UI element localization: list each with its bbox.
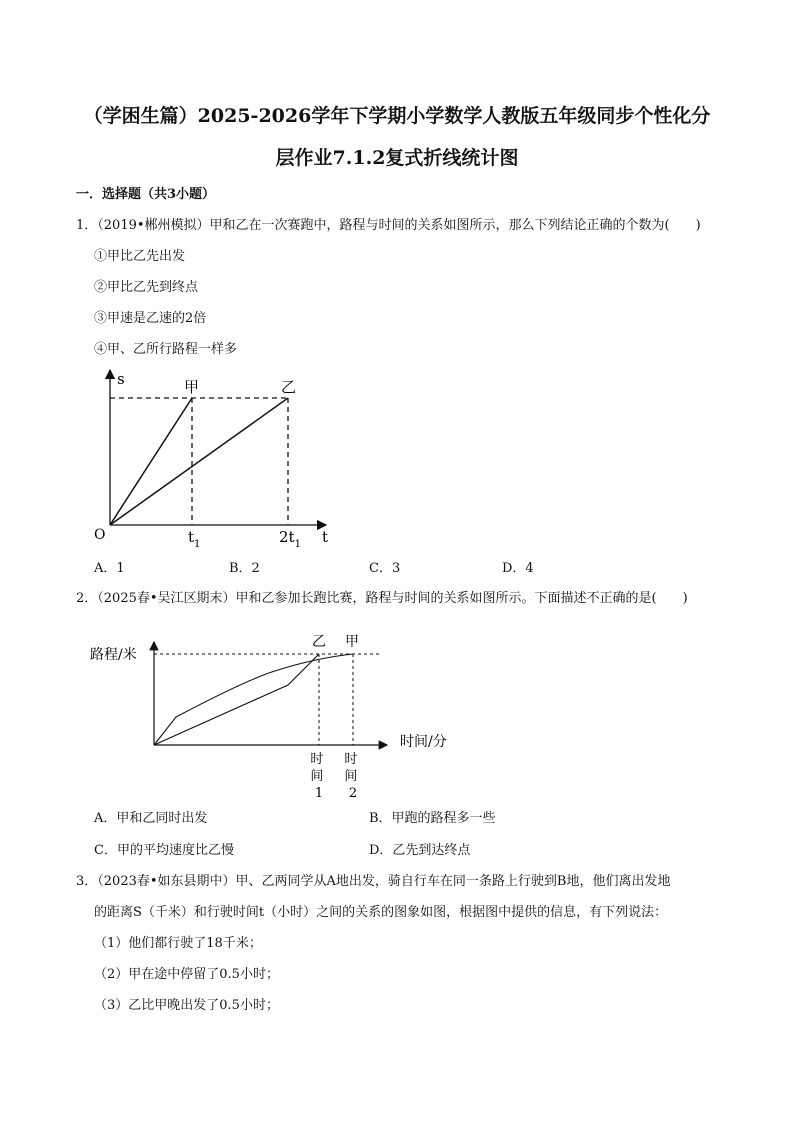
q1-tick-2t1: $2t_1$ [279, 528, 301, 550]
q3-stem-line-1: 3．（2023春•如东县期中）甲、乙两同学从A地出发，骑自行车在同一条路上行驶到B地，他们离出发地 [76, 874, 671, 889]
q1-statement-3: ③甲速是乙速的2倍 [94, 311, 207, 326]
q2-tick-time1: 时 间 1 [310, 752, 324, 801]
q3-stem-line-2: 的距离S（千米）和行驶时间t（小时）之间的关系的图象如图，根据图中提供的信息，有下列说法： [94, 905, 668, 920]
q1-tick-t1: $t_1$ [188, 528, 201, 550]
q3-item-2: （2）甲在途中停留了0.5小时； [94, 967, 279, 982]
q1-line-jia [110, 398, 192, 525]
q2-label-yi: 乙 [312, 634, 326, 650]
q3-item-1: （1）他们都行驶了18千米； [94, 936, 262, 951]
q1-y-label: s [117, 370, 125, 388]
q1-figure [90, 360, 350, 560]
q2-figure [90, 620, 470, 805]
q1-option-b[interactable]: B．2 [229, 561, 260, 576]
q2-label-jia: 甲 [345, 634, 359, 650]
section-heading: 一．选择题（共3小题） [76, 187, 216, 202]
q2-stem: 2．（2025春•吴江区期末）甲和乙参加长跑比赛，路程与时间的关系如图所示。下面描述不正确的是( ) [76, 591, 688, 606]
q1-option-a[interactable]: A．1 [94, 561, 125, 576]
q2-y-label: 路程/米 [90, 647, 137, 663]
q3-item-3: （3）乙比甲晚出发了0.5小时； [94, 998, 279, 1013]
q1-label-yi: 乙 [281, 378, 297, 396]
q2-option-a[interactable]: A．甲和乙同时出发 [94, 811, 208, 826]
q2-option-b[interactable]: B．甲跑的路程多一些 [369, 811, 496, 826]
q2-curve-yi [154, 654, 319, 745]
page-title-line-1: （学困生篇）2025-2026学年下学期小学数学人教版五年级同步个性化分 [83, 105, 711, 127]
q1-statement-1: ①甲比乙先出发 [94, 249, 186, 264]
q2-option-d[interactable]: D．乙先到达终点 [369, 843, 471, 858]
q1-x-label: t [322, 528, 329, 546]
page-title-line-2: 层作业7.1.2复式折线统计图 [275, 147, 519, 169]
q1-label-jia: 甲 [184, 378, 200, 396]
q1-option-d[interactable]: D．4 [502, 561, 534, 576]
q2-option-c[interactable]: C．甲的平均速度比乙慢 [94, 843, 234, 858]
q2-x-label: 时间/分 [400, 734, 447, 750]
q1-origin-label: O [94, 527, 106, 543]
q1-option-c[interactable]: C．3 [369, 561, 401, 576]
q1-line-yi [110, 398, 288, 525]
q1-stem: 1．（2019•郴州模拟）甲和乙在一次赛跑中，路程与时间的关系如图所示，那么下列结论正确的个数为( ) [76, 218, 701, 233]
q1-statement-2: ②甲比乙先到终点 [94, 280, 199, 295]
q1-statement-4: ④甲、乙所行路程一样多 [94, 342, 238, 357]
q2-tick-time2: 时 间 2 [344, 752, 358, 801]
